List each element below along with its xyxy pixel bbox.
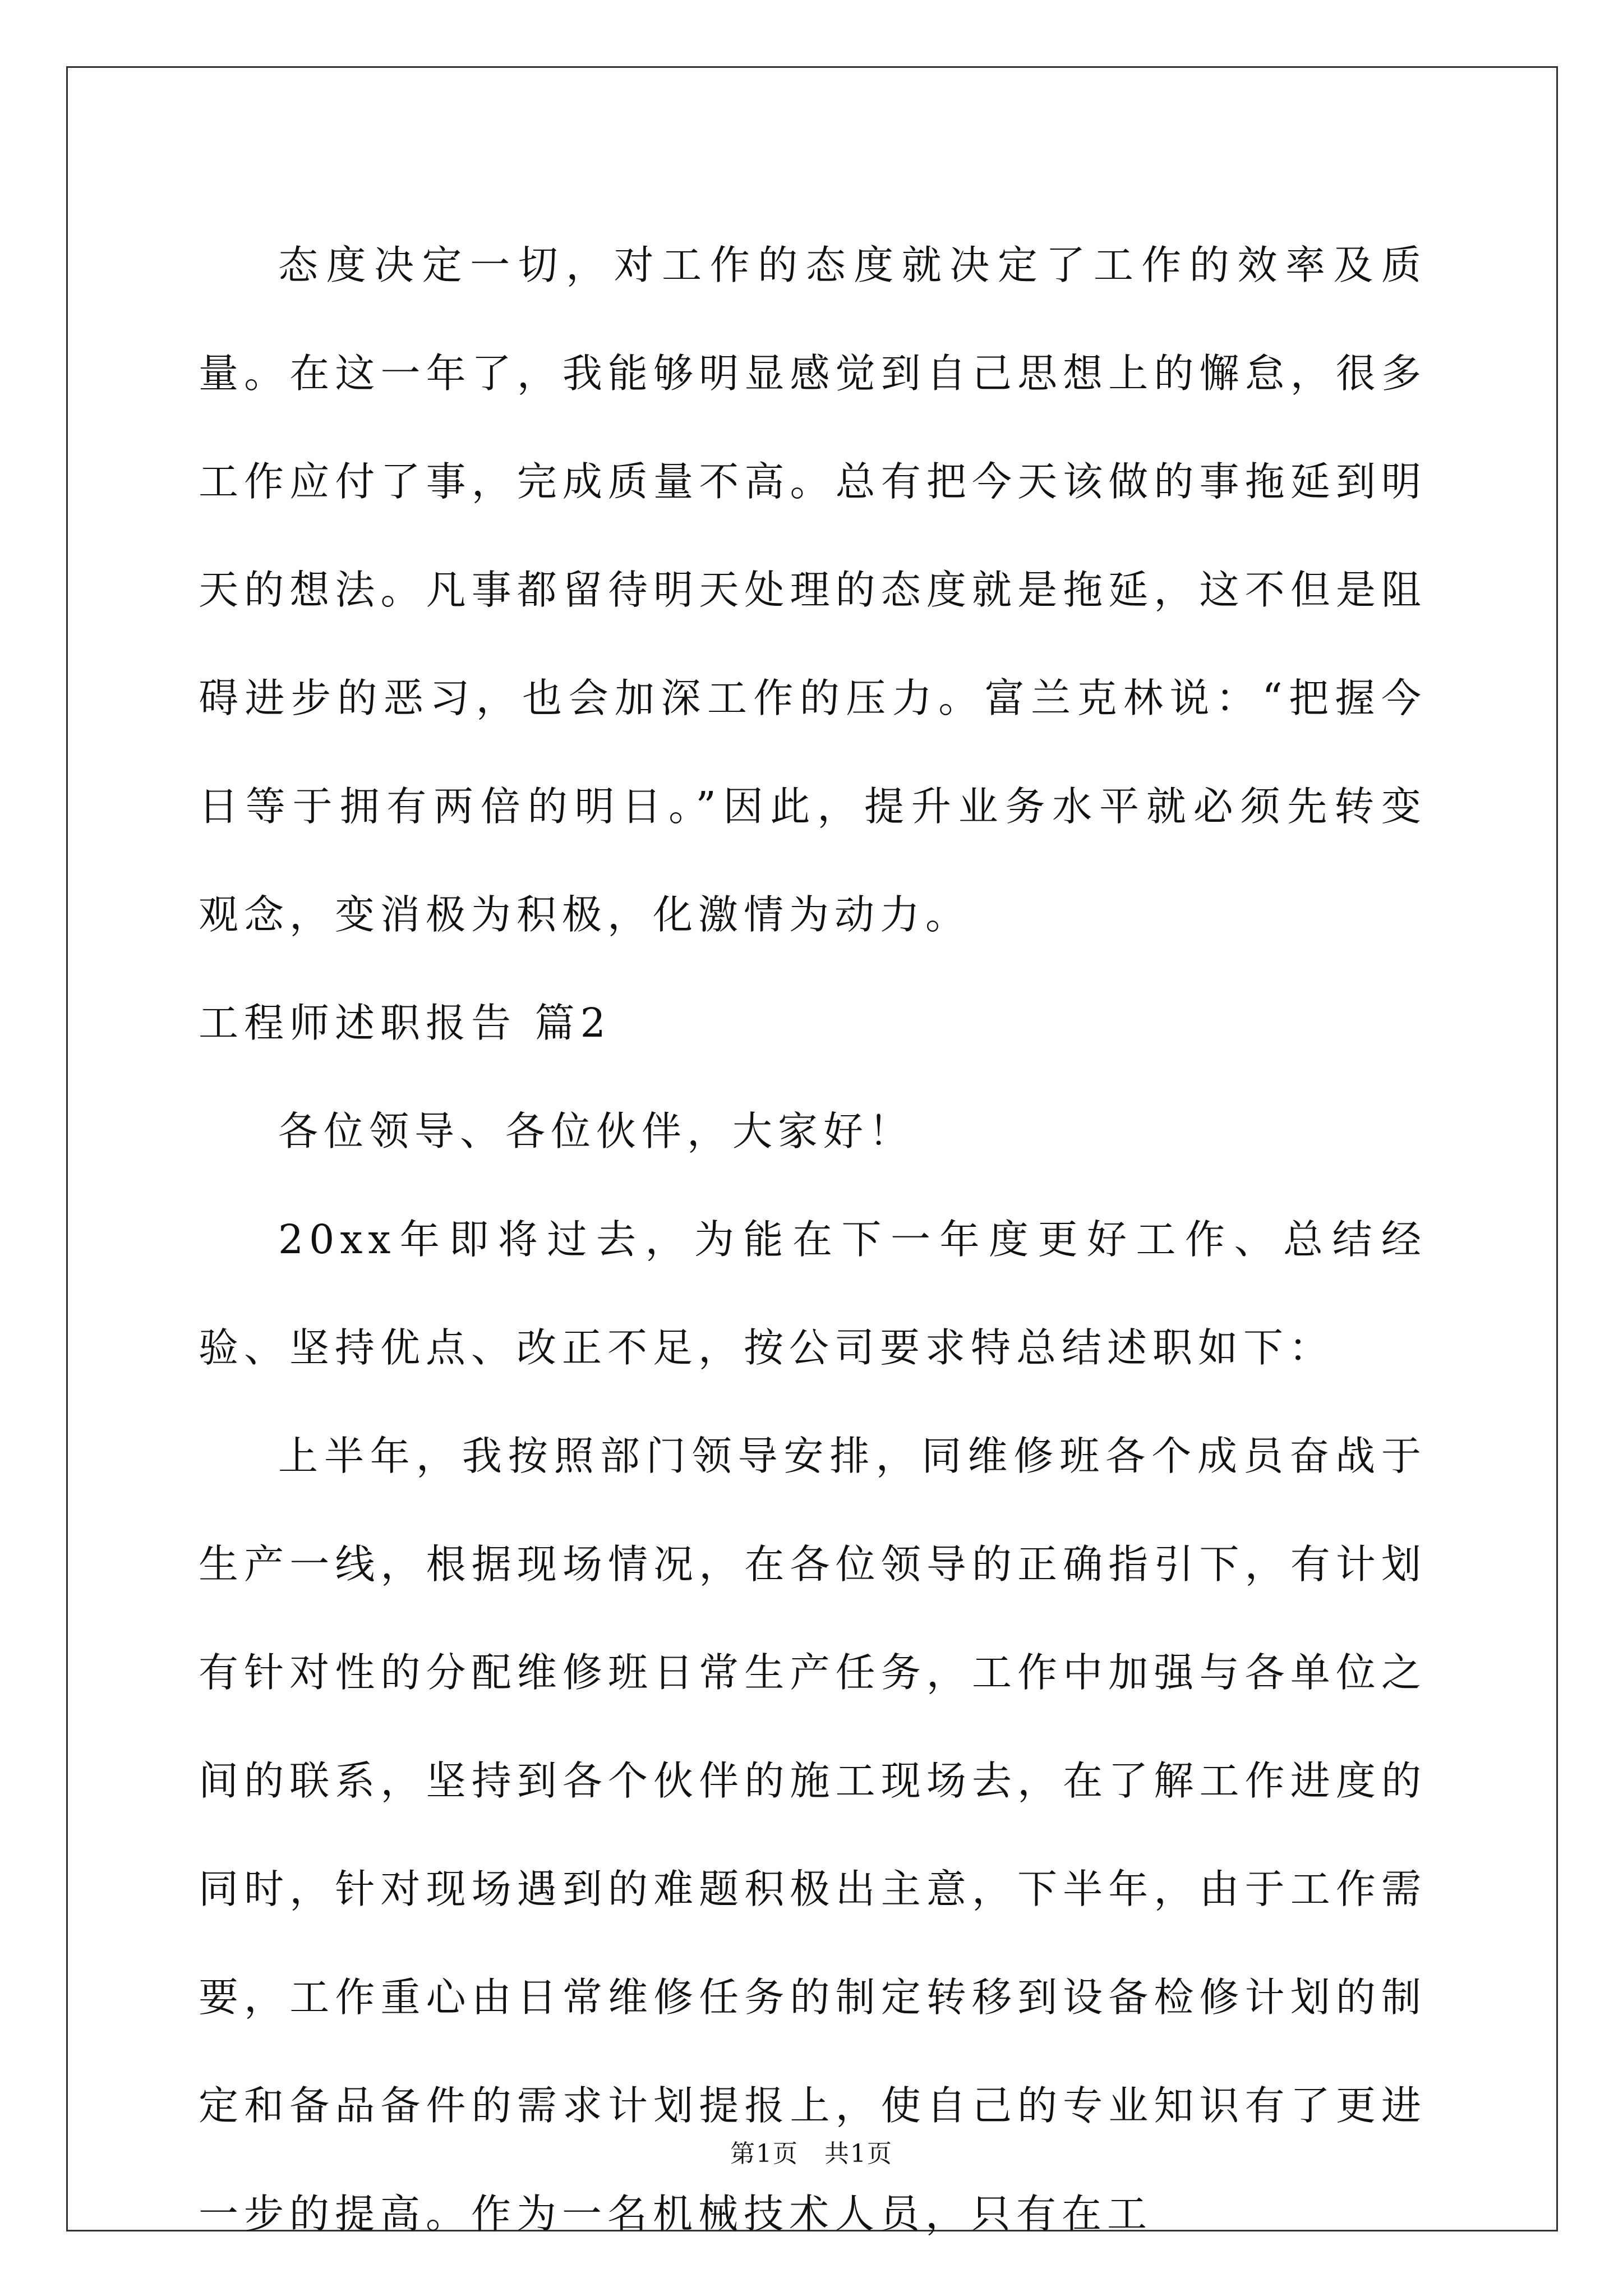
document-body [199,211,1427,2268]
paragraph-first-half: 上半年，我按照部门领导安排，同维修班各个成员奋战于生产一线，根据现场情况，在各位领导的正确指引下，有计划有针对性的分配维修班日常生产任务，工作中加强与各单位之间的联系，坚持到各个伙伴的施工现场去，在了解工作进度的同时，针对现场遇到的难题积极出主意，下半年，由于工作需要，工作重心由日常维修任务的制定转移到设备检修计划的制定和备品备件的需求计划提报上，使自己的专业知识有了更进一步的提高。作为一名机械技术人员，只有在工 [199,1433,1427,2237]
paragraph-greeting: 各位领导、各位伙伴，大家好！ [278,1108,915,1154]
section-heading: 工程师述职报告 篇2 [199,1000,611,1046]
page-footer: 第1页 共1页 [730,2139,893,2168]
paragraph-intro: 20xx年即将过去，为能在下一年度更好工作、总结经验、坚持优点、改正不足，按公司要求特总结述职如下： [199,1216,1427,1371]
paragraph-attitude: 态度决定一切，对工作的态度就决定了工作的效率及质量。在这一年了，我能够明显感觉到自己思想上的懈怠，很多工作应付了事，完成质量不高。总有把今天该做的事拖延到明天的想法。凡事都留待明天处理的态度就是拖延，这不但是阻碍进步的恶习，也会加深工作的压力。富兰克林说：“把握今日等于拥有两倍的明日。”因此，提升业务水平就必须先转变观念，变消极为积极，化激情为动力。 [199,242,1427,938]
